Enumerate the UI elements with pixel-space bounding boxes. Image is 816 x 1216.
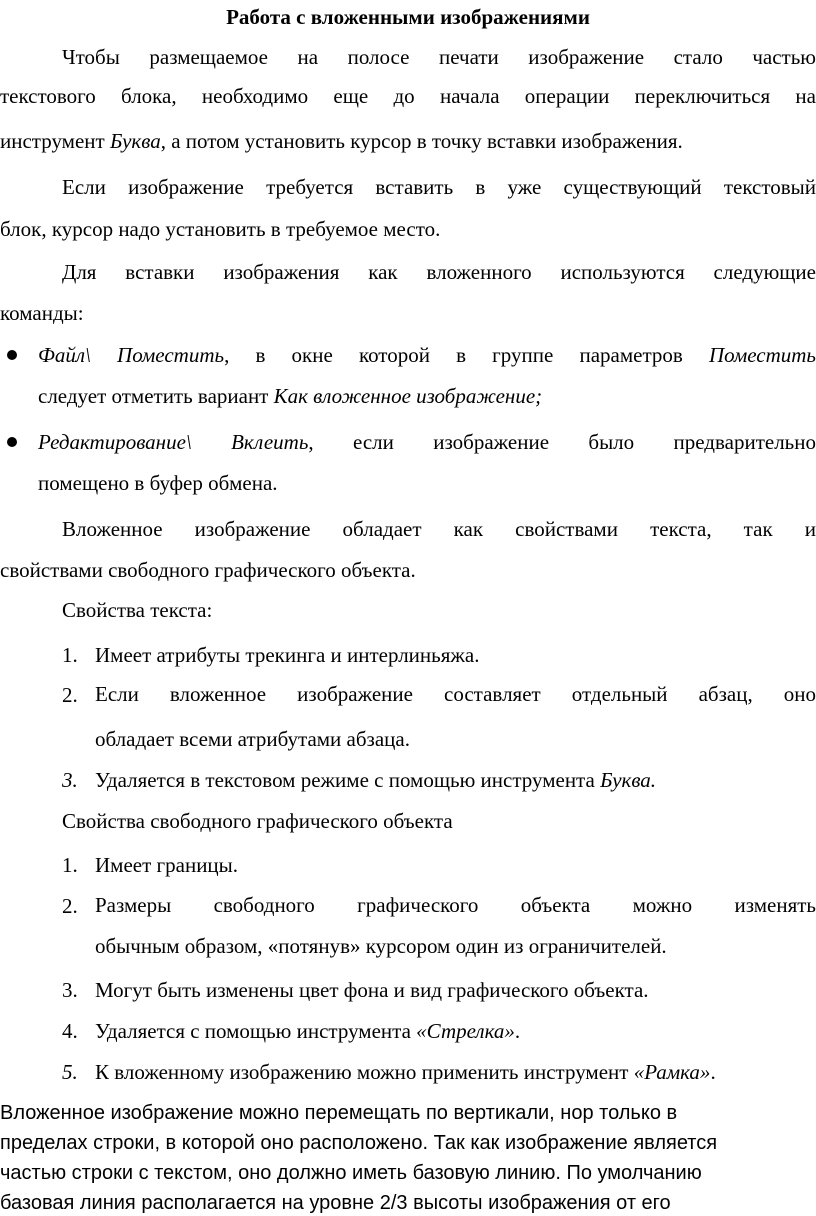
- text-property-1: Имеет атрибуты трекинга и интерлиньяжа.: [95, 643, 480, 667]
- page-title: Работа с вложенными изображениями: [226, 5, 590, 29]
- paragraph-1-text-3a: инструмент: [0, 129, 110, 153]
- list-number-italic: 3.: [62, 768, 78, 792]
- free-properties-heading: Свойства свободного графического объекта: [62, 809, 453, 833]
- list-number: 1.: [62, 853, 78, 877]
- free-property-5-tool: «Рамка»: [633, 1060, 711, 1084]
- list-number: 1.: [62, 643, 78, 667]
- free-property-4-tail: .: [514, 1019, 521, 1043]
- bullet-1-command: Файл\ Поместить: [38, 343, 225, 367]
- paragraph-2-line-2: блок, курсор надо установить в требуемое место.: [0, 217, 441, 241]
- paragraph-1-line-2: [0, 77, 816, 116]
- paragraph-3-text-1: Для вставки изображения как вложенного используются следующие: [62, 260, 816, 284]
- bullet-2-line-1: [38, 423, 816, 462]
- list-number-italic: 5.: [62, 1060, 78, 1084]
- final-line-2: пределах строки, в которой оно расположено. Так как изображение является: [0, 1132, 718, 1154]
- paragraph-4-line-2: свойствами свободного графического объекта.: [0, 558, 416, 582]
- final-line-4: базовая линия располагается на уровне 2/3 высоты изображения от его: [0, 1192, 671, 1214]
- bullet-1-text-2: следует отметить вариант: [38, 384, 274, 408]
- list-number: 2.: [62, 894, 78, 918]
- bullet-1-command-2: Поместить: [708, 343, 816, 367]
- list-number: 3.: [62, 978, 78, 1002]
- free-property-1: Имеет границы.: [95, 853, 239, 877]
- paragraph-4-line-1: [0, 510, 816, 549]
- bullet-1-text: , в окне которой в группе параметров: [224, 343, 709, 367]
- paragraph-1-text-3b: Буква: [109, 129, 161, 153]
- final-line-1: Вложенное изображение можно перемещать по вертикали, нор только в: [0, 1102, 678, 1124]
- paragraph-1-line-3: [0, 128, 683, 154]
- final-line-3: частью строки с текстом, оно должно иметь базовую линию. По умолчанию: [0, 1162, 702, 1184]
- list-number: [62, 767, 78, 793]
- bullet-1-option: Как вложенное изображение;: [273, 384, 543, 408]
- text-property-3-tool: Буква.: [600, 768, 657, 792]
- bullet-icon: [7, 350, 17, 360]
- text-property-2-line-1: Если вложенное изображение составляет отдельный абзац, оно: [95, 682, 816, 706]
- free-property-2-line-1: Размеры свободного графического объекта можно изменять: [95, 893, 816, 917]
- free-property-2-line-2: обычным образом, «потянув» курсором один из ограничителей.: [95, 934, 667, 958]
- list-number: [62, 1059, 78, 1085]
- free-property-5-text: К вложенному изображению можно применить инструмент: [95, 1060, 634, 1084]
- free-property-4: [95, 1018, 520, 1044]
- bullet-2-command: Редактирование\ Вклеить: [38, 430, 309, 454]
- text-properties-heading: Свойства текста:: [62, 598, 213, 622]
- bullet-2-text: , если изображение было предварительно: [308, 430, 816, 454]
- bullet-1-line-1: [38, 336, 816, 375]
- text-property-2-line-2: обладает всеми атрибутами абзаца.: [95, 727, 410, 751]
- paragraph-4-text-1: Вложенное изображение обладает как свойствами текста, так и: [62, 517, 816, 541]
- free-property-5-tail: .: [710, 1060, 716, 1084]
- paragraph-2-text-1: Если изображение требуется вставить в уже существующий текстовый: [62, 175, 816, 199]
- list-number: 4.: [62, 1019, 78, 1043]
- paragraph-2-line-1: [0, 168, 816, 207]
- bullet-1-line-2: [38, 383, 542, 409]
- free-property-3: Могут быть изменены цвет фона и вид графического объекта.: [95, 978, 649, 1002]
- paragraph-1-text-1: Чтобы размещаемое на полосе печати изображение стало частью: [62, 45, 816, 69]
- text-property-3: [95, 767, 656, 793]
- paragraph-3-line-1: [0, 253, 816, 292]
- bullet-2-line-2: помещено в буфер обмена.: [38, 471, 278, 495]
- paragraph-1-text-2: текстового блока, необходимо еще до начала операции переключиться на: [0, 84, 816, 108]
- list-number: 2.: [62, 683, 78, 707]
- paragraph-3-line-2: команды:: [0, 301, 84, 325]
- free-property-5: [95, 1059, 716, 1085]
- paragraph-1-text-3c: , а потом установить курсор в точку вставки изображения.: [160, 129, 683, 153]
- text-property-3-text: Удаляется в текстовом режиме с помощью инструмента: [95, 768, 601, 792]
- free-property-4-tool: «Стрелка»: [416, 1019, 515, 1043]
- free-property-4-text: Удаляется с помощью инструмента: [95, 1019, 417, 1043]
- bullet-icon: [7, 437, 17, 447]
- paragraph-1-line-1: [0, 38, 816, 77]
